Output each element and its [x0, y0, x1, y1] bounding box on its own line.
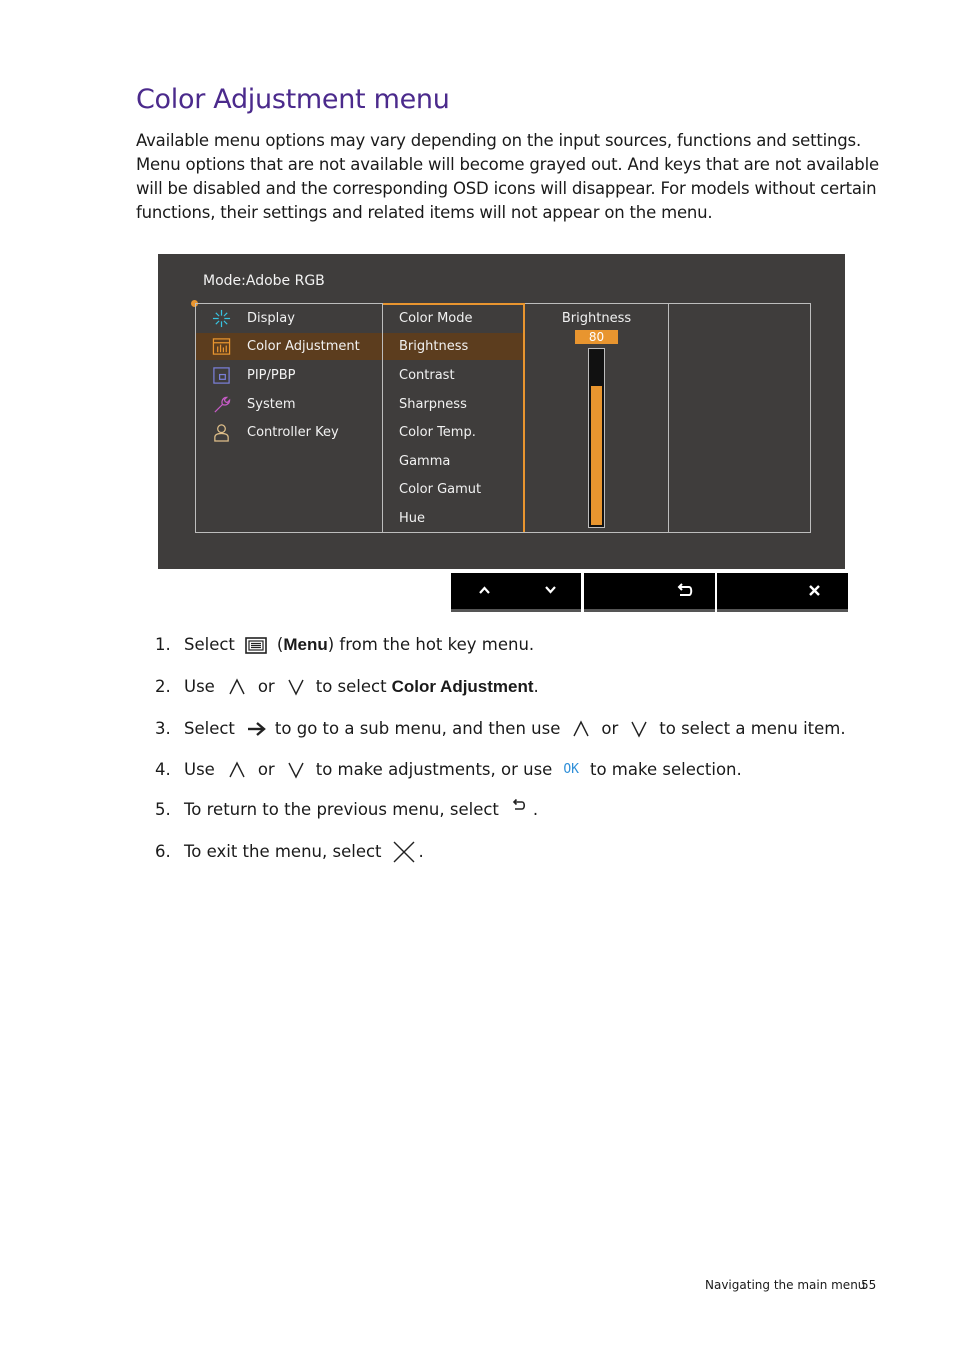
- step-text: or: [257, 677, 275, 696]
- sub-menu-item[interactable]: [383, 448, 523, 475]
- step-number: 5.: [155, 800, 171, 819]
- step-number: 1.: [155, 635, 171, 654]
- step-text: to make adjustments, or use: [315, 760, 553, 779]
- adjust-value: 80: [575, 330, 618, 344]
- main-menu-item-color-adjustment[interactable]: [196, 333, 382, 360]
- sub-menu-item[interactable]: [383, 391, 523, 418]
- sub-menu-label: Gamma: [399, 454, 451, 469]
- sub-menu-label: Brightness: [399, 339, 469, 354]
- up-chevron-icon: [228, 678, 246, 696]
- step-bold-text: Menu: [283, 635, 328, 654]
- step-number: 2.: [155, 677, 171, 696]
- step-text: Select: [184, 719, 235, 738]
- step-text: to select: [315, 677, 387, 696]
- up-down-key[interactable]: [451, 573, 581, 612]
- empty-column: [669, 304, 810, 532]
- step-text: .: [418, 842, 424, 861]
- step-number: 4.: [155, 760, 171, 779]
- step-text: to select a menu item.: [659, 719, 846, 738]
- up-chevron-icon: [228, 761, 246, 779]
- down-chevron-icon: [630, 720, 648, 738]
- main-menu-label: PIP/PBP: [247, 368, 296, 383]
- sub-menu-item[interactable]: [383, 505, 523, 532]
- pip-pbp-icon: [212, 366, 231, 385]
- mode-value: Adobe RGB: [245, 273, 325, 289]
- page-title: Color Adjustment menu: [136, 84, 450, 115]
- sub-menu-label: Sharpness: [399, 397, 467, 412]
- step-text: Use: [184, 677, 215, 696]
- sub-menu-label: Color Gamut: [399, 482, 482, 497]
- color-adjustment-icon: [212, 337, 231, 356]
- down-chevron-icon: [287, 761, 305, 779]
- step-text: To return to the previous menu, select: [184, 800, 499, 819]
- sub-menu-label: Color Mode: [399, 311, 473, 326]
- intro-paragraph: Available menu options may vary depending on the input sources, functions and settings. Menu options that are not available will become grayed out. And keys that are not available will be disabled and the corresponding OSD icons will disappear. For models without certain functions, their settings and related items will not appear on the menu.: [136, 131, 879, 222]
- sub-menu-label: Hue: [399, 511, 426, 526]
- main-menu-label: Display: [247, 311, 295, 326]
- footer-page-number: 55: [861, 1278, 877, 1292]
- back-icon: [511, 798, 527, 814]
- exit-key[interactable]: [717, 573, 848, 612]
- footer-section: Navigating the main menu: [705, 1278, 866, 1292]
- system-wrench-icon: [212, 395, 231, 414]
- sub-menu-item[interactable]: [383, 362, 523, 389]
- brightness-slider[interactable]: [588, 348, 605, 528]
- step-text: .: [533, 677, 539, 696]
- step-text: to go to a sub menu, and then use: [274, 719, 561, 738]
- step-text: to make selection.: [590, 760, 742, 779]
- sub-menu-label: Color Temp.: [399, 425, 476, 440]
- main-menu-item-system[interactable]: [196, 391, 382, 418]
- sub-menu-column: [383, 303, 525, 532]
- main-menu-item-pip-pbp[interactable]: [196, 362, 382, 389]
- sub-menu-item[interactable]: [383, 476, 523, 503]
- down-arrow-icon[interactable]: [544, 585, 557, 595]
- down-chevron-icon: [287, 678, 305, 696]
- main-menu-label: System: [247, 397, 296, 412]
- up-chevron-icon: [572, 720, 590, 738]
- step-text: To exit the menu, select: [184, 842, 382, 861]
- step-text: (: [276, 635, 284, 654]
- close-icon: [392, 841, 416, 863]
- osd-menu-frame: [195, 303, 811, 533]
- osd-mode-readout: [203, 273, 325, 289]
- step-number: 6.: [155, 842, 171, 861]
- sub-menu-item-selected[interactable]: [383, 333, 523, 360]
- main-menu-item-display[interactable]: [196, 305, 382, 332]
- mode-label: Mode:: [203, 273, 246, 289]
- back-icon[interactable]: [676, 582, 694, 599]
- step-text: or: [601, 719, 619, 738]
- step-text: Select: [184, 635, 235, 654]
- adjust-column: [525, 304, 669, 532]
- person-icon: [212, 423, 231, 442]
- up-arrow-icon[interactable]: [478, 585, 491, 595]
- step-number: 3.: [155, 719, 171, 738]
- main-menu-label: Controller Key: [247, 425, 339, 440]
- sub-menu-item[interactable]: [383, 419, 523, 446]
- step-text: or: [257, 760, 275, 779]
- step-text: ) from the hot key menu.: [327, 635, 535, 654]
- sub-menu-item[interactable]: [383, 305, 523, 332]
- main-menu-column: [196, 304, 383, 532]
- menu-key-icon: [245, 637, 267, 654]
- step-text: Use: [184, 760, 215, 779]
- main-menu-label: Color Adjustment: [247, 339, 360, 354]
- step-bold-text: Color Adjustment: [391, 677, 534, 696]
- right-arrow-icon: [247, 721, 267, 737]
- close-icon[interactable]: [808, 584, 821, 597]
- main-menu-item-controller-key[interactable]: [196, 419, 382, 446]
- display-icon: [212, 309, 231, 328]
- step-text: .: [532, 800, 539, 819]
- adjust-label: Brightness: [561, 311, 632, 326]
- osd-screen: [158, 254, 845, 569]
- back-key[interactable]: [584, 573, 715, 612]
- slider-fill: [591, 386, 602, 525]
- ok-icon: OK: [563, 762, 579, 777]
- sub-menu-label: Contrast: [399, 368, 455, 383]
